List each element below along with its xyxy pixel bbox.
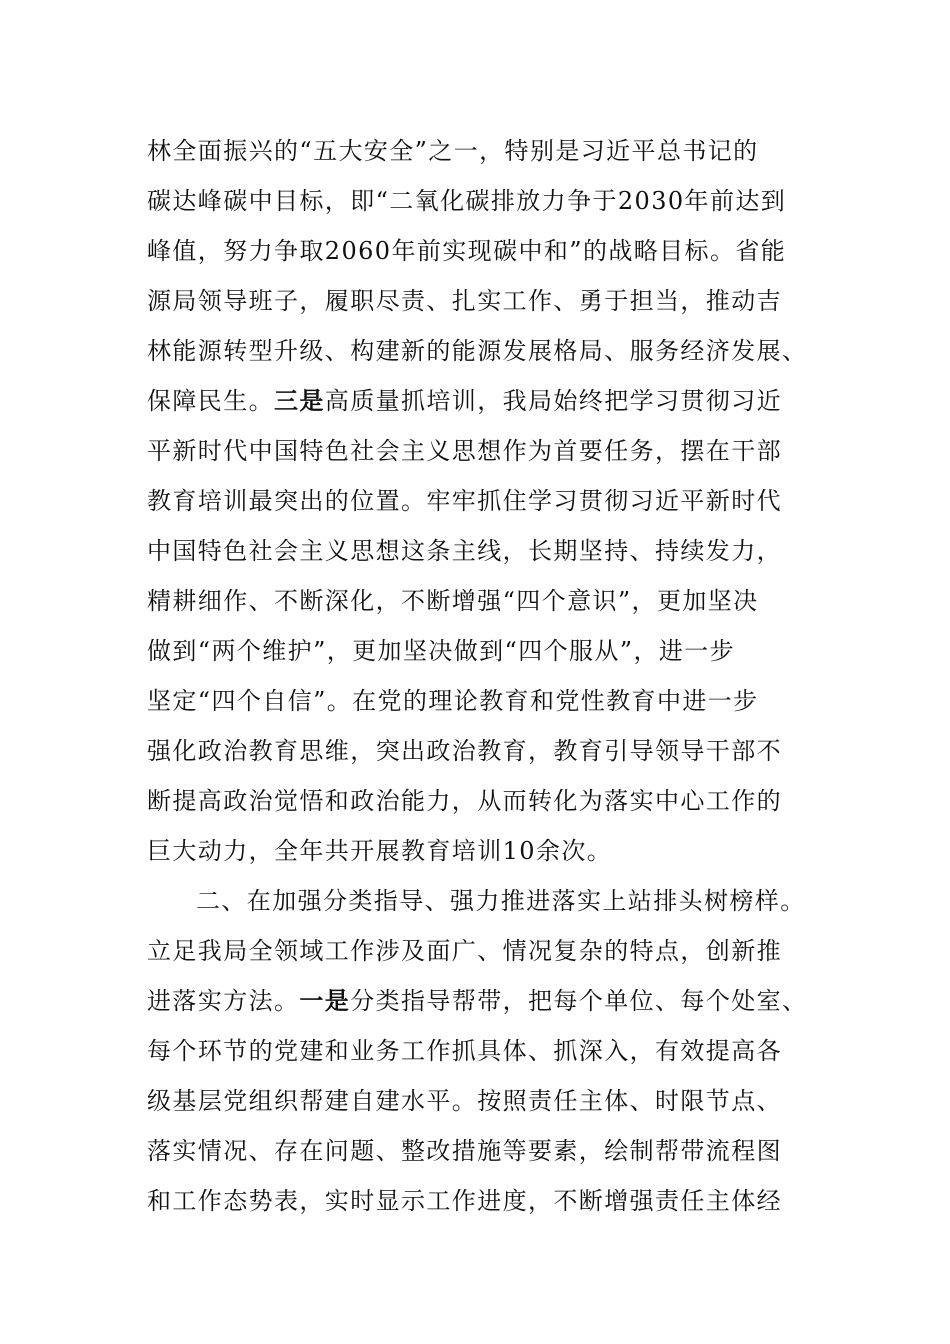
text-line: 源局领导班子，履职尽责、扎实工作、勇于担当，推动吉 [147,287,782,315]
text-line-with-emphasis [147,381,807,421]
text-line: 教育培训最突出的位置。牢牢抓住学习贯彻习近平新时代 [147,487,782,515]
text-line: 平新时代中国特色社会主义思想作为首要任务，摆在干部 [147,437,782,465]
text-line: 坚定“四个自信”。在党的理论教育和党性教育中进一步 [147,687,759,715]
text-line: 立足我局全领域工作涉及面广、情况复杂的特点，创新推 [147,937,782,965]
text-segment: 分类指导帮带，把每个单位、每个处室、 [350,987,808,1015]
text-line: 做到“两个维护”，更加坚决做到“四个服从”，进一步 [147,637,736,665]
text-line: 巨大动力，全年共开展教育培训10余次。 [147,837,613,865]
text-segment: 高质量抓培训，我局始终把学习贯彻习近 [324,387,783,415]
text-line: 林能源转型升级、构建新的能源发展格局、服务经济发展、 [147,337,808,365]
text-line: 精耕细作、不断深化，不断增强“四个意识”，更加坚决 [147,587,759,615]
text-line: 断提高政治觉悟和政治能力，从而转化为落实中心工作的 [147,787,782,815]
text-line: 碳达峰碳中目标，即“二氧化碳排放力争于2030年前达到 [147,187,787,215]
text-line: 级基层党组织帮建自建水平。按照责任主体、时限节点、 [147,1087,782,1115]
text-line: 和工作态势表，实时显示工作进度，不断增强责任主体经 [147,1187,782,1215]
text-line-with-emphasis [147,981,807,1021]
text-line: 强化政治教育思维，突出政治教育，教育引导领导干部不 [147,737,782,765]
text-segment: 进落实方法。 [147,987,300,1015]
emphasis-label: 一是 [299,987,351,1015]
text-line: 每个环节的党建和业务工作抓具体、抓深入，有效提高各 [147,1037,782,1065]
text-line: 中国特色社会主义思想这条主线，长期坚持、持续发力， [147,537,782,565]
text-line: 落实情况、存在问题、整改措施等要素，绘制帮带流程图 [147,1137,782,1165]
section-heading: 二、在加强分类指导、强力推进落实上站排头树榜样。 [196,887,806,915]
emphasis-label: 三是 [274,387,325,415]
text-line: 林全面振兴的“五大安全”之一，特别是习近平总书记的 [147,137,759,165]
text-segment: 保障民生。 [147,387,274,415]
text-line: 峰值，努力争取2060年前实现碳中和”的战略目标。省能 [147,237,787,265]
